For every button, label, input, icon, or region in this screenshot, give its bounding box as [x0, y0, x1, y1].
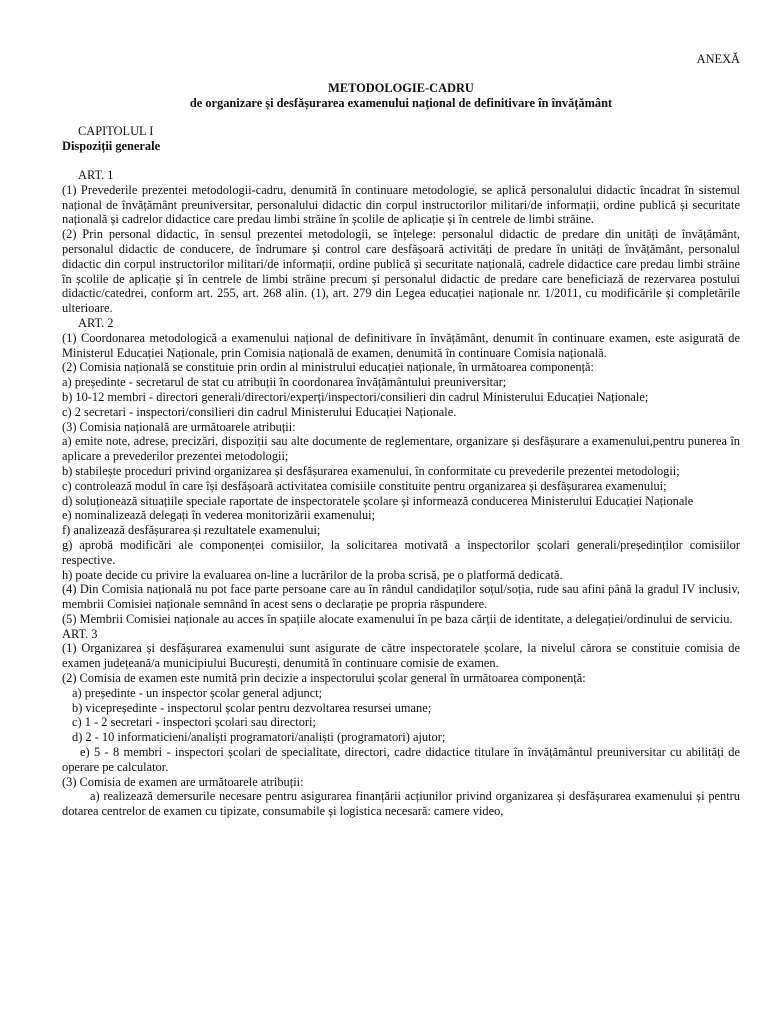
article-2-paragraph-3-item-h: h) poate decide cu privire la evaluarea on-line a lucrărilor de la proba scrisă, pe o platformă dedicată. [62, 567, 563, 582]
article-1-paragraph-1: (1) Prevederile prezentei metodologii-cadru, denumită în continuare metodologie, se aplică personalului didactic încadrat în sistemul național de învățământ preuniversitar, personalului didactic din corpul instructorilor militari/de informații, ordine publică și securitate națională și cadrelor didactice care predau limbi străine în școlile de aplicație și în centrele de limbi străine. [62, 182, 740, 227]
document-title: METODOLOGIE-CADRU [328, 80, 474, 95]
article-3-paragraph-2: (2) Comisia de examen este numită prin decizie a inspectorului școlar general în următoarea componență: [62, 671, 586, 686]
article-3-paragraph-3-item-a: a) realizează demersurile necesare pentru asigurarea finanțării acțiunilor privind organizarea și desfășurarea examenului și pentru dotarea centrelor de examen cu tipizate, consumabile și logistica necesară: camere video, [62, 789, 740, 819]
article-2-paragraph-3-item-a: a) emite note, adrese, precizări, dispoziții sau alte documente de reglementare, organizare și desfășurare a examenului,pentru punerea în aplicare a prevederilor prezentei metodologii; [62, 434, 740, 464]
article-3-paragraph-1: (1) Organizarea și desfășurarea examenului sunt asigurate de către inspectoratele școlare, la nivelul cărora se constituie comisia de examen județeană/a municipiului București, denumită în continuare comisie de examen. [62, 641, 740, 671]
article-2-paragraph-3-item-f: f) analizează desfășurarea și rezultatele examenului; [62, 523, 321, 538]
article-2-paragraph-2: (2) Comisia națională se constituie prin ordin al ministrului educației naționale, în următoarea componență: [62, 360, 594, 375]
article-3-heading: ART. 3 [62, 626, 98, 641]
article-2-heading: ART. 2 [78, 315, 114, 330]
article-2-paragraph-4: (4) Din Comisia națională nu pot face parte persoane care au în rândul candidaților soțul/soția, rude sau afini până la gradul IV inclusiv, membrii Comisiei naționale semnând în acest sens o declarație pe propria răspundere. [62, 582, 740, 612]
article-3-paragraph-2-item-d: d) 2 - 10 informaticieni/analiști programatori/analiști (programatori) ajutor; [72, 730, 446, 745]
article-2-paragraph-3: (3) Comisia națională are următoarele atribuții: [62, 419, 296, 434]
chapter-heading: CAPITOLUL I [78, 124, 154, 139]
article-2-paragraph-3-item-g: g) aprobă modificări ale componenței comisiilor, la solicitarea motivată a inspectorilor școlari generali/președinților comisiilor respective. [62, 537, 740, 567]
article-2-paragraph-5: (5) Membrii Comisiei naționale au acces în spațiile alocate examenului în pe baza cărții de identitate, a delegației/ordinului de serviciu. [62, 611, 733, 626]
document-subtitle: de organizare și desfășurarea examenului național de definitivare în învățământ [189, 95, 613, 110]
article-3-paragraph-2-item-b: b) vicepreședinte - inspectorul școlar pentru dezvoltarea resursei umane; [72, 700, 432, 715]
article-2-paragraph-2-item-b: b) 10-12 membri - directori generali/directori/experți/inspectori/consilieri din cadrul Ministerului Educației Naționale; [62, 389, 649, 404]
article-3-paragraph-2-item-c: c) 1 - 2 secretari - inspectori școlari sau directori; [72, 715, 316, 730]
article-2-paragraph-3-item-b: b) stabilește proceduri privind organizarea și desfășurarea examenului, în conformitate cu prevederile prezentei metodologii; [62, 463, 680, 478]
article-1-heading: ART. 1 [78, 167, 114, 182]
document-page [62, 52, 740, 819]
article-2-paragraph-2-item-a: a) președinte - secretarul de stat cu atribuții în coordonarea învățământului preuniversitar; [62, 375, 507, 390]
article-2-paragraph-3-item-c: c) controlează modul în care își desfășoară activitatea comisiile constituite pentru organizarea și desfășurarea examenului; [62, 478, 667, 493]
chapter-name: Dispoziții generale [62, 139, 161, 154]
article-1-paragraph-2: (2) Prin personal didactic, în sensul prezentei metodologii, se înțelege: personalul didactic de predare din unități de învățământ, personalul didactic de conducere, de îndrumare și control care desfășoară activități de predare în unități de învățământ, personalul didactic din corpul instructorilor militari/de informații, ordine publică și securitate națională, cadrele didactice care predau limbi străine în școlile de aplicație și în centrele de limbi străine precum și personalul didactic de predare care beneficiază de rezervarea postului didactic/catedrei, conform art. 255, art. 268 alin. (1), art. 279 din Legea educației naționale nr. 1/2011, cu modificările și completările ulterioare. [62, 227, 740, 316]
article-2-paragraph-3-item-d: d) soluționează situațiile speciale raportate de inspectoratele școlare și informează conducerea Ministerului Educației Naționale [62, 493, 694, 508]
article-2-paragraph-2-item-c: c) 2 secretari - inspectori/consilieri din cadrul Ministerului Educației Naționale. [62, 404, 457, 419]
article-3-paragraph-3: (3) Comisia de examen are următoarele atribuții: [62, 774, 304, 789]
article-3-paragraph-2-item-e: e) 5 - 8 membri - inspectori școlari de specialitate, directori, cadre didactice titulare în învățământul preuniversitar cu abilități de operare pe calculator. [62, 745, 740, 774]
annex-label: ANEXĂ [696, 52, 740, 66]
article-3-paragraph-2-item-a: a) președinte - un inspector școlar general adjunct; [72, 685, 323, 700]
article-2-paragraph-1: (1) Coordonarea metodologică a examenului național de definitivare în învățământ, denumit în continuare examen, este asigurată de Ministerul Educației Naționale, prin Comisia națională de examen, denumită în continuare Comisia națională. [62, 330, 740, 360]
article-2-paragraph-3-item-e: e) nominalizează delegați în vederea monitorizării examenului; [62, 508, 376, 523]
